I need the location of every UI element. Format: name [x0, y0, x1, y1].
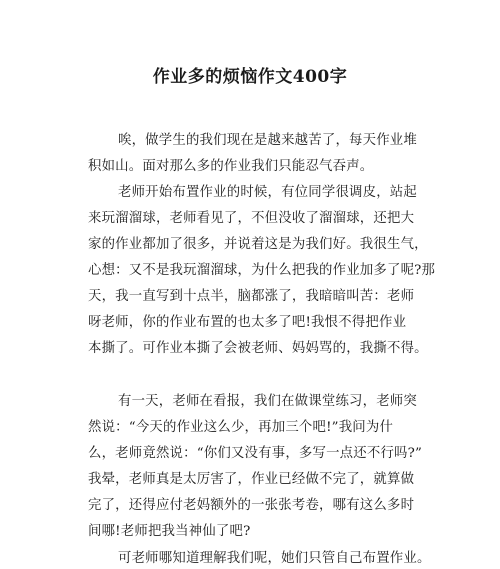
document-title: 作业多的烦恼作文400字 — [152, 67, 348, 87]
paragraph-2-line-3: 家的作业都加了很多，并说着这是为我们好。我很生气， — [88, 237, 428, 252]
paragraph-2-line-2: 来玩溜溜球，老师看见了，不但没收了溜溜球，还把大 — [88, 211, 415, 226]
paragraph-3-line-6: 间哪!老师把我当神仙了吧? — [88, 524, 251, 539]
paragraph-2-line-5: 天，我一直写到十点半，脑都涨了，我暗暗叫苦：老师 — [88, 289, 415, 304]
paragraph-2-line-1: 老师开始布置作业的时候，有位同学很调皮，站起 — [118, 185, 417, 200]
paragraph-3-line-5: 完了，还得应付老妈额外的一张张考卷，哪有这么多时 — [88, 498, 415, 513]
paragraph-2-line-7: 本撕了。可作业本撕了会被老师、妈妈骂的，我撕不得。 — [88, 341, 428, 356]
paragraph-3-line-1: 有一天，老师在看报，我们在做课堂练习，老师突 — [118, 394, 417, 409]
paragraph-2-line-4: 心想：又不是我玩溜溜球，为什么把我的作业加多了呢?那 — [88, 263, 436, 278]
paragraph-3-line-2: 然说：“今天的作业这么少，再加三个吧!”我问为什 — [88, 420, 394, 435]
paragraph-4-line-1: 可老师哪知道理解我们呢，她们只管自己布置作业。 — [118, 551, 431, 566]
paragraph-3-line-3: 么，老师竟然说：“你们又没有事，多写一点还不行吗?” — [88, 446, 423, 461]
paragraph-1-line-2: 积如山。面对那么多的作业我们只能忍气吞声。 — [88, 159, 374, 174]
paragraph-1-line-1: 唉，做学生的我们现在是越来越苦了，每天作业堆 — [118, 133, 417, 148]
paragraph-2-line-6: 呀老师，你的作业布置的也太多了吧!我恨不得把作业 — [88, 315, 407, 330]
paragraph-3-line-4: 我晕，老师真是太厉害了，作业已经做不完了，就算做 — [88, 472, 415, 487]
